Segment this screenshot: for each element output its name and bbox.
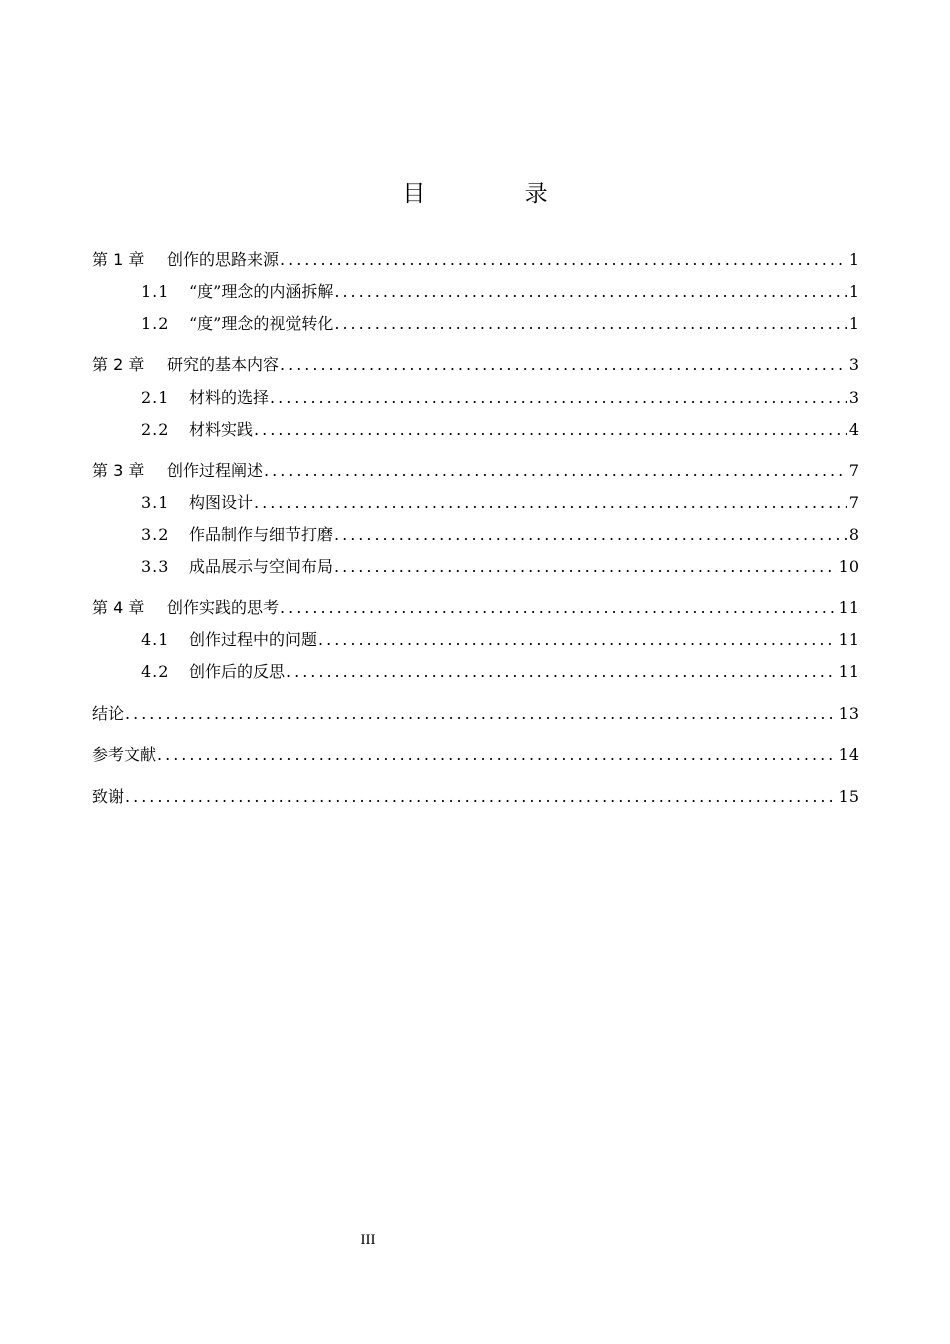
toc-dot-leader [280,354,847,376]
toc-entry-number: 4.2 [141,662,170,681]
toc-entry-1-2[interactable] [141,313,859,335]
toc-entry-label: 创作实践的思考 [167,598,280,617]
toc-entry-1-1[interactable] [141,281,859,303]
toc-entry-label: 创作过程阐述 [167,461,264,480]
page-number-footer: III [360,1232,376,1248]
toc-entry-page: 1 [848,282,859,301]
toc-dot-leader [334,556,837,578]
toc-entry-label: 创作后的反思 [189,662,286,681]
toc-entry-page: 15 [838,787,859,806]
toc-entry-page: 14 [838,745,859,764]
toc-entry-4-2[interactable] [141,661,859,683]
toc-dot-leader [254,492,847,514]
toc-entry-number: 3.1 [141,493,170,512]
toc-entry-number: 2.2 [141,420,170,439]
toc-entry-page: 8 [848,525,859,544]
toc-entry-page: 1 [848,250,859,269]
toc-entry-references[interactable] [92,744,859,766]
toc-entry-chapter-4[interactable] [92,597,859,619]
toc-entry-chapter-2[interactable] [92,354,859,376]
toc-entry-page: 4 [848,420,859,439]
toc-entry-chapter-3[interactable] [92,460,859,482]
toc-entry-number: 1.1 [141,282,170,301]
toc-entry-label: 研究的基本内容 [167,355,280,374]
toc-entry-3-3[interactable] [141,556,859,578]
toc-entry-page: 3 [848,355,859,374]
toc-entry-page: 7 [848,461,859,480]
toc-dot-leader [286,661,837,683]
toc-dot-leader [334,313,846,335]
toc-entry-number: 3.3 [141,557,170,576]
toc-entry-number: 第 3 章 [92,461,145,480]
toc-entry-label: 作品制作与细节打磨 [189,525,334,544]
page-title: 目 录 [402,181,594,207]
toc-entry-page: 11 [838,662,859,681]
toc-entry-page: 11 [838,598,859,617]
toc-entry-label: “度”理念的内涵拆解 [189,282,334,301]
toc-dot-leader [280,597,837,619]
toc-entry-label: 致谢 [92,787,125,806]
toc-entry-page: 7 [848,493,859,512]
toc-entry-number: 第 2 章 [92,355,145,374]
toc-entry-3-2[interactable] [141,524,859,546]
toc-entry-2-2[interactable] [141,419,859,441]
toc-dot-leader [280,249,847,271]
toc-entry-page: 10 [838,557,859,576]
toc-entry-label: 创作过程中的问题 [189,630,318,649]
toc-entry-number: 第 1 章 [92,250,145,269]
toc-entry-page: 3 [848,388,859,407]
toc-entry-number: 2.1 [141,388,170,407]
toc-entry-label: 参考文献 [92,745,157,764]
toc-entry-3-1[interactable] [141,492,859,514]
toc-dot-leader [125,703,837,725]
toc-entry-4-1[interactable] [141,629,859,651]
toc-entry-page: 11 [838,630,859,649]
toc-entry-label: “度”理念的视觉转化 [189,314,334,333]
toc-dot-leader [270,387,847,409]
toc-dot-leader [318,629,837,651]
toc-entry-label: 结论 [92,704,125,723]
toc-entry-number: 4.1 [141,630,170,649]
toc-entry-chapter-1[interactable] [92,249,859,271]
toc-dot-leader [334,281,846,303]
toc-dot-leader [264,460,847,482]
toc-entry-page: 1 [848,314,859,333]
toc-entry-acknowledgements[interactable] [92,786,859,808]
toc-entry-label: 材料实践 [189,420,254,439]
toc-dot-leader [334,524,847,546]
toc-dot-leader [157,744,837,766]
toc-entry-page: 13 [838,704,859,723]
toc-entry-label: 构图设计 [189,493,254,512]
toc-entry-conclusion[interactable] [92,703,859,725]
toc-dot-leader [125,786,837,808]
toc-entry-2-1[interactable] [141,387,859,409]
toc-entry-number: 1.2 [141,314,170,333]
toc-entry-label: 成品展示与空间布局 [189,557,334,576]
toc-entry-label: 创作的思路来源 [167,250,280,269]
toc-dot-leader [254,419,847,441]
toc-entry-label: 材料的选择 [189,388,270,407]
toc-entry-number: 第 4 章 [92,598,145,617]
toc-entry-number: 3.2 [141,525,170,544]
